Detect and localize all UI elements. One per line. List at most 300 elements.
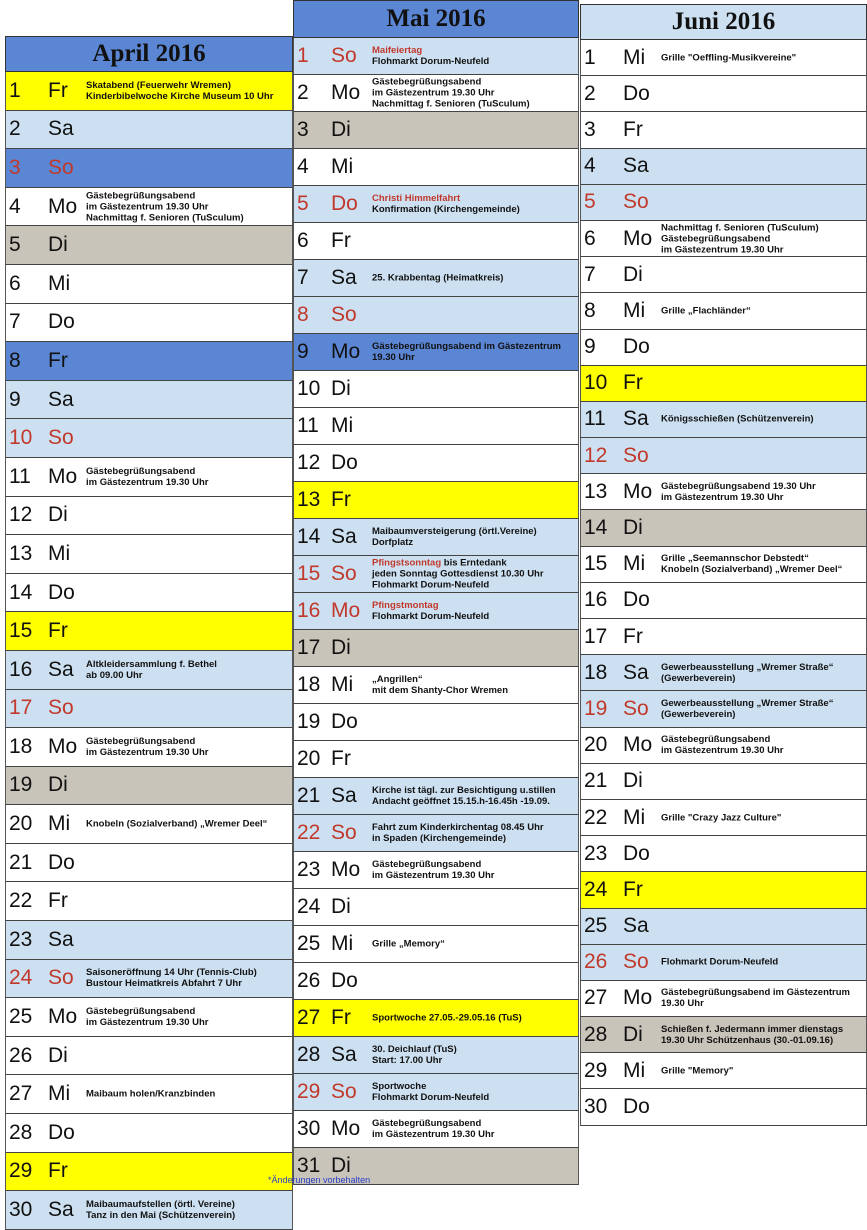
day-number: 1	[584, 45, 596, 69]
day-row	[580, 872, 867, 908]
event-text	[372, 193, 575, 215]
day-number: 26	[9, 1043, 33, 1067]
day-number: 10	[9, 426, 33, 450]
day-row	[293, 1037, 579, 1074]
event-label: Gewerbeausstellung „Wremer Straße“ (Gewerbeverein)	[661, 661, 834, 684]
holiday-label: Pfingstmontag	[372, 600, 439, 611]
day-number: 8	[9, 348, 21, 372]
day-number: 6	[9, 271, 21, 295]
day-row	[5, 111, 293, 150]
day-number: 22	[584, 805, 608, 829]
weekday: Mo	[623, 226, 653, 250]
day-row	[580, 836, 867, 872]
event-label: Sportwoche Flohmarkt Dorum-Neufeld	[372, 1081, 490, 1103]
day-number: 16	[9, 657, 33, 681]
weekday: Mi	[48, 812, 71, 836]
event-text	[661, 481, 863, 503]
day-number: 13	[584, 479, 608, 503]
weekday: So	[623, 190, 649, 214]
month-column	[5, 36, 293, 1230]
day-row	[293, 223, 579, 260]
event-text	[86, 1199, 289, 1221]
day-row	[5, 149, 293, 188]
weekday: Fr	[623, 117, 643, 141]
event-text	[86, 736, 289, 758]
day-row	[5, 535, 293, 574]
weekday: Do	[623, 1095, 650, 1119]
weekday: Sa	[623, 660, 649, 684]
day-number: 7	[9, 310, 21, 334]
weekday: Sa	[331, 1043, 357, 1066]
month-title: Mai 2016	[293, 0, 579, 38]
day-number: 11	[584, 407, 606, 431]
event-text	[661, 414, 863, 425]
weekday: Fr	[623, 877, 643, 901]
event-text	[661, 1065, 863, 1076]
day-number: 16	[297, 599, 321, 622]
event-label: bis Erntedank jeden Sonntag Gottesdienst 10.30 Uhr Flohmarkt Dorum-Neufeld	[372, 557, 544, 591]
weekday: So	[331, 821, 357, 844]
day-number: 5	[584, 190, 596, 214]
weekday: Fr	[623, 371, 643, 395]
weekday: Mo	[331, 858, 361, 881]
weekday: Sa	[48, 387, 74, 411]
day-row	[580, 1089, 867, 1125]
day-row	[580, 728, 867, 764]
weekday: Do	[48, 1120, 75, 1144]
weekday: Di	[331, 118, 351, 141]
day-number: 13	[297, 488, 321, 511]
day-row	[580, 800, 867, 836]
day-row	[5, 844, 293, 883]
day-row	[293, 1000, 579, 1037]
day-number: 28	[584, 1022, 608, 1046]
weekday: Mi	[48, 1082, 71, 1106]
day-number: 21	[297, 784, 321, 807]
month-column	[293, 0, 579, 1185]
day-number: 23	[297, 858, 321, 881]
day-number: 15	[584, 552, 608, 576]
weekday: Mi	[623, 805, 646, 829]
weekday: Mo	[623, 479, 653, 503]
weekday: Fr	[331, 1006, 351, 1029]
event-text	[661, 734, 863, 756]
day-row	[293, 75, 579, 112]
weekday: Mo	[48, 194, 78, 218]
day-number: 12	[584, 443, 608, 467]
event-text	[86, 1006, 289, 1028]
day-row	[293, 741, 579, 778]
day-number: 3	[584, 117, 596, 141]
day-number: 18	[584, 660, 608, 684]
event-label: Maibaumversteigerung (örtl.Vereine) Dorfplatz	[372, 526, 537, 548]
weekday: So	[623, 443, 649, 467]
day-row	[5, 728, 293, 767]
day-number: 20	[584, 733, 608, 757]
event-label: Gästebegrüßungsabend im Gästezentrum 19.30 Uhr	[86, 1006, 209, 1029]
day-row	[293, 38, 579, 75]
day-number: 4	[9, 194, 21, 218]
event-text	[372, 1118, 575, 1140]
event-label: Gästebegrüßungsabend 19.30 Uhr im Gästezentrum 19.30 Uhr	[661, 480, 816, 503]
day-number: 27	[297, 1006, 321, 1029]
weekday: Di	[623, 516, 643, 540]
day-number: 22	[9, 889, 33, 913]
weekday: Di	[48, 773, 68, 797]
event-label: Königsschießen (Schützenverein)	[661, 413, 814, 425]
event-text	[372, 45, 575, 67]
weekday: Sa	[48, 1198, 74, 1222]
weekday: Sa	[331, 784, 357, 807]
day-number: 7	[297, 266, 309, 289]
day-row	[580, 619, 867, 655]
day-number: 9	[297, 340, 309, 363]
day-row	[5, 574, 293, 613]
day-row	[580, 583, 867, 619]
weekday: Sa	[48, 657, 74, 681]
event-text	[372, 600, 575, 622]
day-row	[5, 805, 293, 844]
day-row	[5, 72, 293, 111]
day-row	[293, 778, 579, 815]
day-row	[580, 112, 867, 148]
event-label: „Angrillen“ mit dem Shanty-Chor Wremen	[372, 674, 509, 696]
event-text	[661, 222, 863, 255]
day-row	[5, 690, 293, 729]
event-label: Gästebegrüßungsabend im Gästezentrum 19.30 Uhr	[86, 465, 209, 488]
day-row	[293, 593, 579, 630]
event-text	[661, 662, 863, 684]
day-number: 28	[297, 1043, 321, 1066]
day-row	[5, 882, 293, 921]
day-number: 23	[584, 841, 608, 865]
day-row	[293, 112, 579, 149]
event-text	[661, 698, 863, 720]
weekday: Fr	[623, 624, 643, 648]
day-number: 30	[297, 1117, 321, 1140]
weekday: Mi	[48, 541, 71, 565]
day-number: 20	[9, 812, 33, 836]
weekday: Do	[48, 580, 75, 604]
weekday: Sa	[623, 914, 649, 938]
day-row	[293, 963, 579, 1000]
weekday: Mi	[623, 552, 646, 576]
day-number: 19	[9, 773, 33, 797]
day-row	[5, 1037, 293, 1076]
event-text	[86, 1089, 289, 1100]
weekday: Do	[331, 710, 358, 733]
day-number: 15	[297, 562, 321, 585]
day-number: 25	[9, 1005, 33, 1029]
day-number: 17	[297, 636, 321, 659]
day-number: 28	[9, 1120, 33, 1144]
day-number: 7	[584, 262, 596, 286]
day-row	[5, 458, 293, 497]
event-text	[86, 819, 289, 830]
day-row	[293, 482, 579, 519]
day-row	[5, 1075, 293, 1114]
day-row	[5, 998, 293, 1037]
weekday: Mo	[331, 599, 361, 622]
day-number: 17	[9, 696, 33, 720]
weekday: Fr	[331, 229, 351, 252]
event-text	[372, 939, 575, 950]
day-number: 16	[584, 588, 608, 612]
weekday: Di	[623, 1022, 643, 1046]
event-text	[661, 957, 863, 968]
day-number: 21	[584, 769, 608, 793]
day-row	[293, 556, 579, 593]
day-row	[5, 612, 293, 651]
event-label: Gästebegrüßungsabend im Gästezentrum 19.30 Uhr	[372, 341, 561, 363]
month-title: Juni 2016	[580, 4, 867, 40]
day-number: 5	[9, 233, 21, 257]
event-label: Fahrt zum Kinderkirchentag 08.45 Uhr in Spaden (Kirchengemeinde)	[372, 822, 544, 844]
event-text	[372, 273, 575, 284]
day-row	[293, 408, 579, 445]
day-number: 4	[584, 154, 596, 178]
day-number: 20	[297, 747, 321, 770]
day-row	[5, 1114, 293, 1153]
event-label: Nachmittag f. Senioren (TuSculum) Gästebegrüßungsabend im Gästezentrum 19.30 Uhr	[661, 222, 819, 256]
event-label: 30. Deichlauf (TuS) Start: 17.00 Uhr	[372, 1044, 457, 1066]
weekday: So	[331, 1080, 357, 1103]
event-label: 25. Krabbentag (Heimatkreis)	[372, 272, 504, 284]
event-text	[661, 987, 863, 1009]
event-label: Schießen f. Jedermann immer dienstags 19.30 Uhr Schützenhaus (30.-01.09.16)	[661, 1023, 844, 1046]
weekday: Mi	[331, 155, 354, 178]
weekday: Mi	[48, 271, 71, 295]
weekday: So	[331, 303, 357, 326]
holiday-label: Maifeiertag	[372, 45, 423, 56]
day-row	[580, 438, 867, 474]
weekday: Di	[331, 377, 351, 400]
event-text	[86, 190, 289, 223]
day-number: 14	[297, 525, 321, 548]
day-row	[5, 1191, 293, 1230]
event-label: Altkleidersammlung f. Bethel ab 09.00 Uhr	[86, 658, 217, 681]
day-number: 27	[584, 986, 608, 1010]
event-text	[86, 466, 289, 488]
day-row	[5, 921, 293, 960]
event-text	[372, 341, 575, 363]
day-row	[293, 1074, 579, 1111]
day-row	[5, 419, 293, 458]
day-row	[5, 960, 293, 999]
day-row	[293, 149, 579, 186]
weekday: Do	[623, 81, 650, 105]
day-number: 23	[9, 927, 33, 951]
day-number: 1	[9, 78, 21, 102]
day-row	[580, 149, 867, 185]
event-text	[661, 812, 863, 823]
day-number: 24	[297, 895, 321, 918]
weekday: So	[48, 155, 74, 179]
weekday: Di	[623, 769, 643, 793]
weekday: Di	[623, 262, 643, 286]
day-row	[293, 297, 579, 334]
day-number: 2	[9, 117, 21, 141]
day-number: 11	[9, 464, 31, 488]
event-text	[372, 1081, 575, 1103]
weekday: Mo	[331, 81, 361, 104]
weekday: Do	[48, 310, 75, 334]
day-row	[293, 186, 579, 223]
weekday: Mo	[623, 733, 653, 757]
day-number: 18	[297, 673, 321, 696]
day-number: 2	[297, 81, 309, 104]
day-row	[293, 852, 579, 889]
day-row	[580, 981, 867, 1017]
day-row	[293, 1111, 579, 1148]
day-row	[580, 40, 867, 76]
day-row	[580, 764, 867, 800]
day-row	[5, 188, 293, 227]
weekday: So	[48, 696, 74, 720]
weekday: Fr	[48, 1159, 68, 1183]
weekday: So	[48, 966, 74, 990]
event-label: Gästebegrüßungsabend im Gästezentrum 19.30 Uhr Nachmittag f. Senioren (TuSculum)	[86, 190, 244, 224]
event-label: Grille "Memory"	[661, 1065, 734, 1077]
event-label: Grille „Flachländer“	[661, 305, 751, 317]
event-text	[86, 80, 289, 102]
weekday: Mi	[623, 298, 646, 322]
day-number: 26	[297, 969, 321, 992]
event-label: Grille "Crazy Jazz Culture"	[661, 812, 782, 824]
weekday: Fr	[48, 78, 68, 102]
weekday: Fr	[48, 348, 68, 372]
day-number: 10	[297, 377, 321, 400]
event-text	[661, 52, 863, 63]
event-text	[372, 77, 575, 110]
day-row	[5, 304, 293, 343]
event-text	[372, 785, 575, 807]
event-text	[372, 1013, 575, 1024]
weekday: So	[48, 426, 74, 450]
day-row	[580, 257, 867, 293]
weekday: So	[331, 562, 357, 585]
weekday: Mo	[48, 734, 78, 758]
weekday: Fr	[331, 488, 351, 511]
day-number: 19	[584, 696, 608, 720]
day-row	[293, 815, 579, 852]
event-text	[86, 659, 289, 681]
day-number: 5	[297, 192, 309, 215]
day-row	[5, 265, 293, 304]
day-row	[580, 221, 867, 257]
weekday: Sa	[623, 407, 649, 431]
event-label: Grille „Memory“	[372, 938, 445, 950]
day-number: 12	[297, 451, 321, 474]
event-text	[372, 859, 575, 881]
weekday: Mo	[48, 464, 78, 488]
weekday: Di	[48, 233, 68, 257]
day-number: 9	[584, 335, 596, 359]
weekday: Di	[331, 895, 351, 918]
day-number: 15	[9, 619, 33, 643]
day-row	[5, 497, 293, 536]
weekday: Mo	[331, 340, 361, 363]
event-text	[372, 558, 575, 591]
day-number: 3	[297, 118, 309, 141]
holiday-label: Christi Himmelfahrt	[372, 193, 461, 204]
weekday: Fr	[331, 747, 351, 770]
day-number: 30	[9, 1198, 33, 1222]
day-number: 24	[9, 966, 33, 990]
day-row	[580, 909, 867, 945]
month-title: April 2016	[5, 36, 293, 72]
weekday: Do	[48, 850, 75, 874]
day-row	[580, 402, 867, 438]
weekday: Mi	[331, 414, 354, 437]
day-number: 31	[297, 1154, 321, 1177]
day-number: 1	[297, 44, 309, 67]
day-row	[580, 1053, 867, 1089]
weekday: Do	[623, 841, 650, 865]
weekday: Do	[623, 588, 650, 612]
day-row	[5, 342, 293, 381]
day-number: 12	[9, 503, 33, 527]
day-number: 30	[584, 1095, 608, 1119]
day-row	[580, 691, 867, 727]
weekday: Di	[48, 503, 68, 527]
day-number: 8	[297, 303, 309, 326]
weekday: Sa	[48, 927, 74, 951]
day-number: 14	[9, 580, 33, 604]
day-number: 24	[584, 877, 608, 901]
weekday: Fr	[48, 889, 68, 913]
weekday: Do	[331, 192, 358, 215]
day-row	[580, 1017, 867, 1053]
day-row	[293, 704, 579, 741]
event-text	[661, 305, 863, 316]
event-label: Flohmarkt Dorum-Neufeld	[372, 56, 490, 67]
day-row	[580, 185, 867, 221]
day-number: 25	[297, 932, 321, 955]
event-label: Skatabend (Feuerwehr Wremen) Kinderbibelwoche Kirche Museum 10 Uhr	[86, 79, 274, 102]
day-row	[580, 510, 867, 546]
day-number: 29	[9, 1159, 33, 1183]
day-number: 8	[584, 298, 596, 322]
day-row	[293, 445, 579, 482]
day-row	[293, 889, 579, 926]
day-number: 17	[584, 624, 608, 648]
weekday: Fr	[48, 619, 68, 643]
event-label: Gewerbeausstellung „Wremer Straße“ (Gewerbeverein)	[661, 697, 834, 720]
event-label: Gästebegrüßungsabend im Gästezentrum 19.30 Uhr	[372, 859, 495, 881]
day-row	[5, 1153, 293, 1192]
weekday: Mi	[331, 932, 354, 955]
day-row	[580, 76, 867, 112]
holiday-label: Pfingstsonntag	[372, 557, 442, 569]
footnote: *Änderungen vorbehalten	[268, 1175, 371, 1185]
weekday: Do	[331, 969, 358, 992]
day-number: 9	[9, 387, 21, 411]
day-row	[5, 651, 293, 690]
weekday: Sa	[331, 266, 357, 289]
weekday: Mo	[48, 1005, 78, 1029]
day-row	[5, 767, 293, 806]
event-label: Gästebegrüßungsabend im Gästezentrum 19.30 Uhr Nachmittag f. Senioren (TuSculum)	[372, 76, 530, 110]
weekday: Di	[331, 636, 351, 659]
event-label: Saisoneröffnung 14 Uhr (Tennis-Club) Bustour Heimatkreis Abfahrt 7 Uhr	[86, 967, 257, 990]
weekday: Di	[331, 1154, 351, 1177]
weekday: So	[331, 44, 357, 67]
event-label: Gästebegrüßungsabend im Gästezentrum 19.30 Uhr	[661, 734, 784, 757]
weekday: Mo	[623, 986, 653, 1010]
event-text	[372, 822, 575, 844]
day-row	[293, 260, 579, 297]
